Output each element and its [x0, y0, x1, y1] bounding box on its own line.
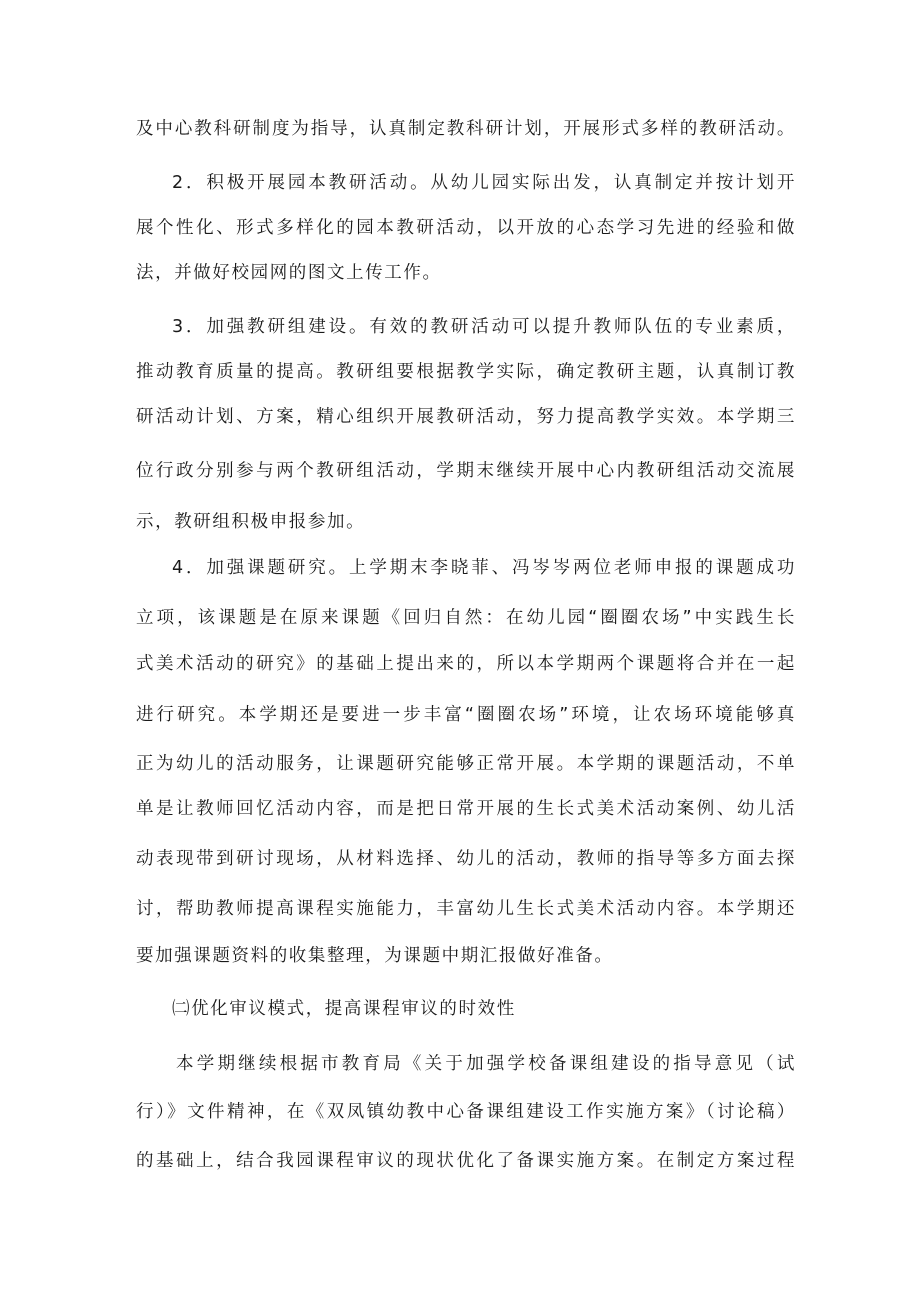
text-line: 研活动计划、方案，精心组织开展教研活动，努力提高教学实效。本学期三: [136, 407, 796, 427]
text-line: 法，并做好校园网的图文上传工作。: [136, 263, 442, 283]
text-line: 位行政分别参与两个教研组活动，学期末继续开展中心内教研组活动交流展: [136, 461, 796, 481]
text-line: 要加强课题资料的收集整理，为课题中期汇报做好准备。: [136, 946, 614, 966]
text-line: 进行研究。本学期还是要进一步丰富“圈圈农场”环境，让农场环境能够真: [136, 705, 796, 725]
text-line: 本学期继续根据市教育局《关于加强学校备课组建设的指导意见（试: [176, 1054, 796, 1074]
text-line: 正为幼儿的活动服务，让课题研究能够正常开展。本学期的课题活动，不单: [136, 754, 796, 774]
text-line: 4．加强课题研究。上学期末李晓菲、冯岑岑两位老师申报的课题成功: [172, 558, 796, 578]
text-line: 式美术活动的研究》的基础上提出来的，所以本学期两个课题将合并在一起: [136, 654, 796, 674]
text-line: 立项，该课题是在原来课题《回归自然：在幼儿园“圈圈农场”中实践生长: [136, 608, 796, 628]
text-line: 展个性化、形式多样化的园本教研活动，以开放的心态学习先进的经验和做: [136, 218, 796, 238]
text-line: 的基础上，结合我园课程审议的现状优化了备课实施方案。在制定方案过程: [136, 1151, 796, 1171]
text-line: 动表现带到研讨现场，从材料选择、幼儿的活动，教师的指导等多方面去探: [136, 849, 796, 869]
text-line: 及中心教科研制度为指导，认真制定教科研计划，开展形式多样的教研活动。: [136, 119, 796, 139]
text-line: 讨，帮助教师提高课程实施能力，丰富幼儿生长式美术活动内容。本学期还: [136, 899, 796, 919]
text-line: 推动教育质量的提高。教研组要根据教学实际，确定教研主题，认真制订教: [136, 362, 796, 382]
text-line: 3．加强教研组建设。有效的教研活动可以提升教师队伍的专业素质，: [172, 317, 796, 337]
text-line: 2．积极开展园本教研活动。从幼儿园实际出发，认真制定并按计划开: [172, 173, 796, 193]
text-line: 单是让教师回忆活动内容，而是把日常开展的生长式美术活动案例、幼儿活: [136, 799, 796, 819]
text-line: 行）》文件精神，在《双凤镇幼教中心备课组建设工作实施方案》（讨论稿）: [136, 1102, 796, 1122]
text-line: 示，教研组积极申报参加。: [136, 512, 366, 532]
section-heading: ㈡优化审议模式，提高课程审议的时效性: [172, 999, 516, 1019]
